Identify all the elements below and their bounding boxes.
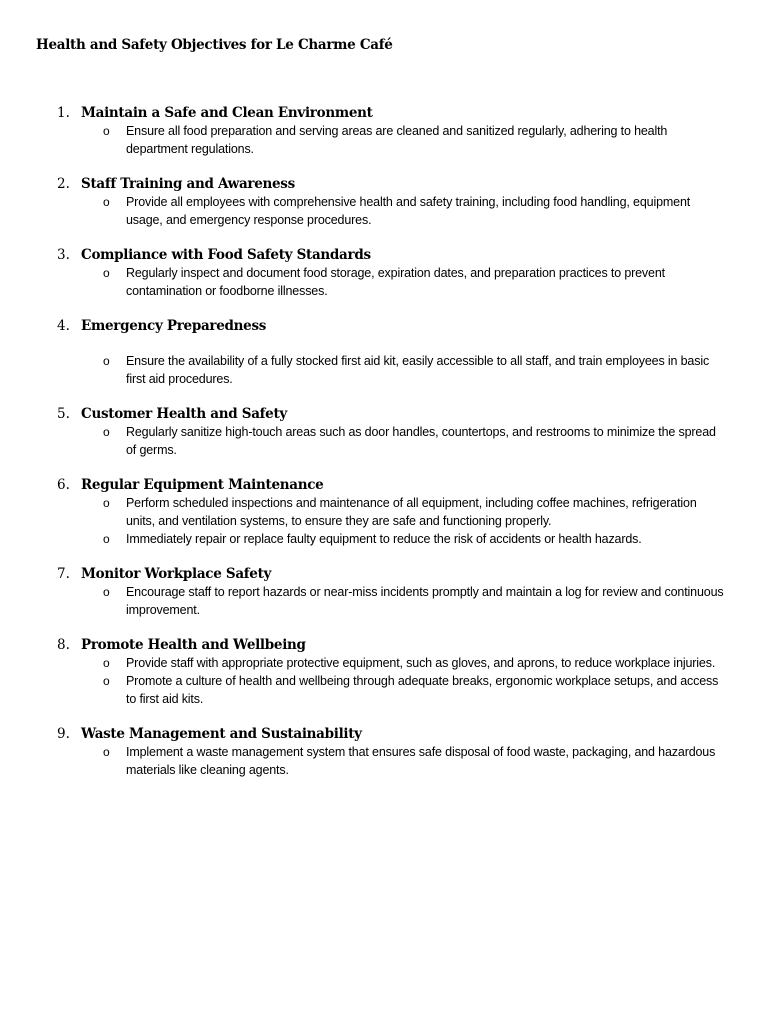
bullet-circle-icon: o bbox=[103, 532, 110, 546]
bullet-circle-icon: o bbox=[103, 674, 110, 688]
objective-bullet bbox=[0, 494, 768, 530]
objective-number: 7. bbox=[57, 566, 70, 582]
objective-bullets bbox=[0, 352, 768, 388]
objective-item bbox=[0, 725, 768, 779]
objective-bullet bbox=[0, 193, 768, 229]
objective-number: 6. bbox=[57, 477, 70, 493]
bullet-circle-icon: o bbox=[103, 124, 110, 138]
objective-heading-row bbox=[0, 636, 768, 654]
objective-heading: Maintain a Safe and Clean Environment bbox=[81, 105, 373, 121]
objective-bullet bbox=[0, 122, 768, 158]
objective-bullets bbox=[0, 423, 768, 459]
document-title: Health and Safety Objectives for Le Charme Café bbox=[36, 37, 393, 53]
objective-heading: Monitor Workplace Safety bbox=[81, 566, 272, 582]
bullet-circle-icon: o bbox=[103, 354, 110, 368]
objective-item bbox=[0, 476, 768, 548]
objective-heading: Compliance with Food Safety Standards bbox=[81, 247, 371, 263]
objective-bullet bbox=[0, 654, 768, 672]
objective-heading: Staff Training and Awareness bbox=[81, 176, 295, 192]
objective-item bbox=[0, 636, 768, 708]
bullet-text: Regularly inspect and document food storage, expiration dates, and preparation practices to prevent contamination or foodborne illnesses. bbox=[126, 266, 665, 298]
objective-heading: Customer Health and Safety bbox=[81, 406, 287, 422]
bullet-text: Encourage staff to report hazards or near-miss incidents promptly and maintain a log for review and continuous improvement. bbox=[126, 585, 724, 617]
objective-heading: Waste Management and Sustainability bbox=[81, 726, 362, 742]
bullet-circle-icon: o bbox=[103, 496, 110, 510]
bullet-text: Ensure the availability of a fully stocked first aid kit, easily accessible to all staff, and train employees in basic first aid procedures. bbox=[126, 354, 710, 386]
objective-heading-row bbox=[0, 725, 768, 743]
bullet-text: Provide all employees with comprehensive health and safety training, including food handling, equipment usage, and emergency response procedures. bbox=[126, 195, 691, 227]
objective-item bbox=[0, 246, 768, 300]
objective-heading-row bbox=[0, 565, 768, 583]
bullet-text: Promote a culture of health and wellbeing through adequate breaks, ergonomic workplace setups, and access to first aid kits. bbox=[126, 674, 719, 706]
objective-bullet bbox=[0, 530, 768, 548]
objective-bullets bbox=[0, 193, 768, 229]
objective-number: 5. bbox=[57, 406, 70, 422]
objective-bullet bbox=[0, 423, 768, 459]
bullet-circle-icon: o bbox=[103, 656, 110, 670]
objective-heading: Regular Equipment Maintenance bbox=[81, 477, 324, 493]
objective-heading-row bbox=[0, 476, 768, 494]
objective-bullets bbox=[0, 122, 768, 158]
bullet-circle-icon: o bbox=[103, 585, 110, 599]
bullet-circle-icon: o bbox=[103, 195, 110, 209]
bullet-circle-icon: o bbox=[103, 266, 110, 280]
objective-item bbox=[0, 405, 768, 459]
objective-number: 4. bbox=[57, 318, 70, 334]
bullet-text: Ensure all food preparation and serving areas are cleaned and sanitized regularly, adhering to health department regulations. bbox=[126, 124, 668, 156]
objective-heading-row bbox=[0, 317, 768, 335]
objective-item bbox=[0, 175, 768, 229]
bullet-circle-icon: o bbox=[103, 745, 110, 759]
objective-bullet bbox=[0, 583, 768, 619]
objective-bullets bbox=[0, 743, 768, 779]
objective-number: 3. bbox=[57, 247, 70, 263]
objective-heading-row bbox=[0, 175, 768, 193]
bullet-text: Immediately repair or replace faulty equipment to reduce the risk of accidents or health hazards. bbox=[126, 532, 642, 546]
bullet-text: Implement a waste management system that ensures safe disposal of food waste, packaging, and hazardous materials like cleaning agents. bbox=[126, 745, 716, 777]
objective-heading: Promote Health and Wellbeing bbox=[81, 637, 306, 653]
objective-bullets bbox=[0, 654, 768, 708]
objective-number: 9. bbox=[57, 726, 70, 742]
objective-heading: Emergency Preparedness bbox=[81, 318, 267, 334]
objective-item bbox=[0, 104, 768, 158]
objectives-list bbox=[0, 104, 768, 796]
bullet-text: Provide staff with appropriate protective equipment, such as gloves, and aprons, to reduce workplace injuries. bbox=[126, 656, 716, 670]
objective-bullets bbox=[0, 264, 768, 300]
bullet-circle-icon: o bbox=[103, 425, 110, 439]
bullet-text: Perform scheduled inspections and maintenance of all equipment, including coffee machines, refrigeration units, and ventilation systems, to ensure they are safe and functioning properly. bbox=[126, 496, 697, 528]
objective-item bbox=[0, 317, 768, 388]
objective-number: 1. bbox=[57, 105, 70, 121]
objective-heading-row bbox=[0, 246, 768, 264]
objective-bullets bbox=[0, 583, 768, 619]
objective-item bbox=[0, 565, 768, 619]
objective-bullet bbox=[0, 264, 768, 300]
objective-number: 8. bbox=[57, 637, 70, 653]
bullet-text: Regularly sanitize high-touch areas such as door handles, countertops, and restrooms to minimize the spread of germs. bbox=[126, 425, 716, 457]
objective-bullet bbox=[0, 352, 768, 388]
objective-bullet bbox=[0, 743, 768, 779]
objective-number: 2. bbox=[57, 176, 70, 192]
objective-bullet bbox=[0, 672, 768, 708]
objective-bullets bbox=[0, 494, 768, 548]
objective-heading-row bbox=[0, 405, 768, 423]
objective-heading-row bbox=[0, 104, 768, 122]
